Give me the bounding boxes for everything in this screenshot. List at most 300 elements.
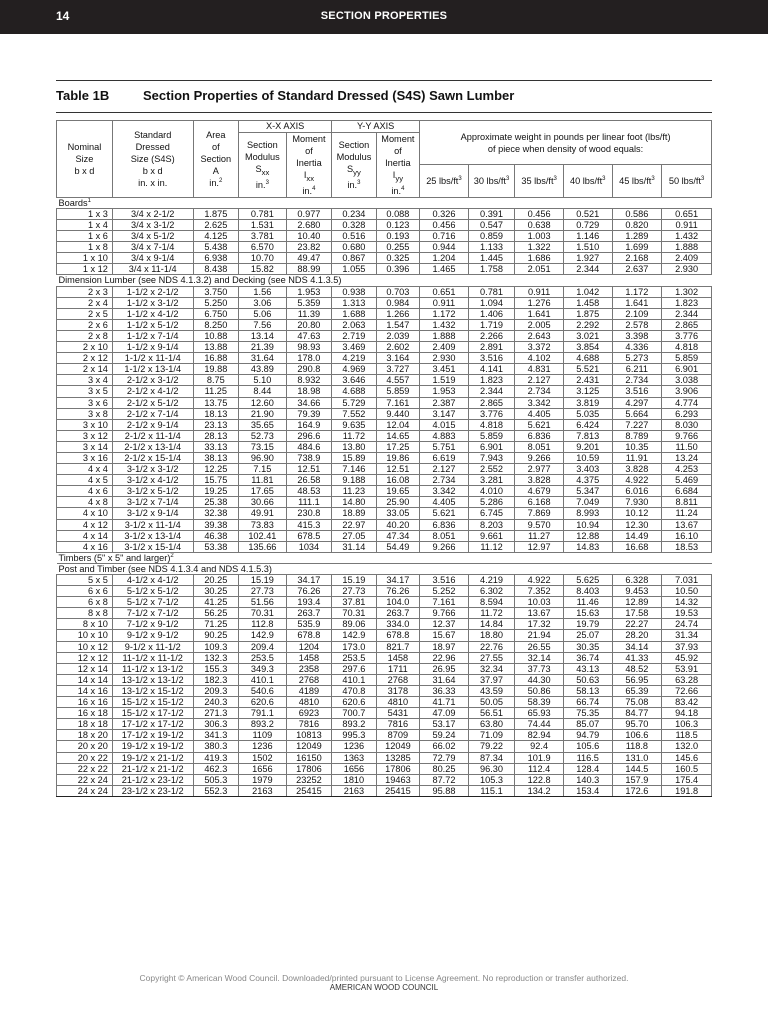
table-cell: 1.953 <box>420 386 469 397</box>
table-cell: 12.88 <box>563 530 612 541</box>
table-cell: 1.547 <box>376 319 419 330</box>
table-cell: 26.55 <box>515 641 564 652</box>
table-cell: 4.219 <box>468 575 515 586</box>
table-cell: 3.342 <box>515 397 564 408</box>
section-label: Timbers (5" x 5" and larger) <box>58 552 171 563</box>
table-cell: 106.3 <box>662 719 712 730</box>
table-cell: 3/4 x 11-1/4 <box>112 264 193 275</box>
table-cell: 0.123 <box>376 220 419 231</box>
col-density-40: 40 lbs/$ft^3$ <box>563 165 612 197</box>
table-cell: 17806 <box>286 763 332 774</box>
table-cell: 4.688 <box>563 353 612 364</box>
table-title-bar <box>56 80 712 113</box>
table-cell: 1.146 <box>563 231 612 242</box>
table-cell: 5.859 <box>662 353 712 364</box>
table-cell: 35.65 <box>239 419 287 430</box>
table-cell: 26.95 <box>420 663 469 674</box>
table-row <box>57 763 712 774</box>
col-density-35: 35 lbs/$ft^3$ <box>515 165 564 197</box>
copyright-notice: Copyright © American Wood Council. Downloaded/printed pursuant to License Agreement. No reproduction or transfer authorized. <box>139 973 629 983</box>
col-iyy: Moment of Inertia $I_{yy}$ in.$^4$ <box>376 133 419 198</box>
table-cell: 0.396 <box>376 264 419 275</box>
table-cell: 15.89 <box>332 452 376 463</box>
table-cell: 25.07 <box>563 630 612 641</box>
table-cell: 1 x 8 <box>57 242 113 253</box>
table-cell: 84.77 <box>612 708 662 719</box>
table-row <box>57 741 712 752</box>
table-cell: 145.6 <box>662 752 712 763</box>
table-cell: 70.31 <box>239 608 287 619</box>
table-cell: 1-1/2 x 11-1/4 <box>112 353 193 364</box>
table-cell: 4.774 <box>662 397 712 408</box>
table-cell: 19.88 <box>193 364 239 375</box>
table-cell: 3 x 4 <box>57 375 113 386</box>
table-cell: 9.453 <box>612 586 662 597</box>
table-cell: 4.557 <box>376 375 419 386</box>
table-row <box>57 619 712 630</box>
table-cell: 2 x 10 <box>57 342 113 353</box>
table-cell: 1502 <box>239 752 287 763</box>
table-cell: 13-1/2 x 13-1/2 <box>112 674 193 685</box>
table-cell: 4-1/2 x 4-1/2 <box>112 575 193 586</box>
table-cell: 0.729 <box>563 220 612 231</box>
table-cell: 0.521 <box>563 208 612 219</box>
table-cell: 8.203 <box>468 519 515 530</box>
table-cell: 4.141 <box>468 364 515 375</box>
col-density-30: 30 lbs/$ft^3$ <box>468 165 515 197</box>
table-cell: 17.65 <box>239 486 287 497</box>
table-cell: 4.405 <box>515 408 564 419</box>
table-cell: 11.27 <box>515 530 564 541</box>
table-cell: 28.20 <box>612 630 662 641</box>
table-cell: 9.201 <box>563 441 612 452</box>
table-cell: 1.758 <box>468 264 515 275</box>
table-cell: 5.273 <box>612 353 662 364</box>
table-cell: 5.252 <box>420 586 469 597</box>
table-cell: 263.7 <box>376 608 419 619</box>
table-cell: 1979 <box>239 774 287 785</box>
table-cell: 155.3 <box>193 663 239 674</box>
table-cell: 0.781 <box>239 208 287 219</box>
table-cell: 10.70 <box>239 253 287 264</box>
table-cell: 31.64 <box>420 674 469 685</box>
table-cell: 10.94 <box>563 519 612 530</box>
table-cell: 1034 <box>286 541 332 552</box>
table-cell: 16.10 <box>662 530 712 541</box>
table-cell: 71.25 <box>193 619 239 630</box>
table-cell: 2 x 12 <box>57 353 113 364</box>
table-cell: 94.18 <box>662 708 712 719</box>
table-row <box>57 208 712 219</box>
table-cell: 8.811 <box>662 497 712 508</box>
table-cell: 5431 <box>376 708 419 719</box>
table-cell: 1-1/2 x 13-1/4 <box>112 364 193 375</box>
table-cell: 39.38 <box>193 519 239 530</box>
table-cell: 1.519 <box>420 375 469 386</box>
table-cell: 1-1/2 x 4-1/2 <box>112 308 193 319</box>
table-cell: 380.3 <box>193 741 239 752</box>
table-cell: 2.643 <box>515 330 564 341</box>
table-cell: 6 x 8 <box>57 597 113 608</box>
table-cell: 101.9 <box>515 752 564 763</box>
table-cell: 122.8 <box>515 774 564 785</box>
table-cell: 3.06 <box>239 297 287 308</box>
page-header-bar <box>0 0 768 34</box>
table-cell: 995.3 <box>332 730 376 741</box>
table-cell: 7.049 <box>563 497 612 508</box>
table-cell: 3.828 <box>515 475 564 486</box>
table-cell: 5.035 <box>563 408 612 419</box>
table-cell: 18.80 <box>468 630 515 641</box>
table-cell: 10.35 <box>612 441 662 452</box>
table-cell: 620.6 <box>239 697 287 708</box>
table-cell: 821.7 <box>376 641 419 652</box>
table-cell: 6.293 <box>662 408 712 419</box>
table-cell: 23252 <box>286 774 332 785</box>
table-cell: 4 x 10 <box>57 508 113 519</box>
table-cell: 2 x 8 <box>57 330 113 341</box>
table-cell: 3.021 <box>563 330 612 341</box>
table-cell: 9.766 <box>420 608 469 619</box>
table-cell: 56.95 <box>612 674 662 685</box>
table-cell: 3-1/2 x 5-1/2 <box>112 486 193 497</box>
table-cell: 1.094 <box>468 297 515 308</box>
table-cell: 4 x 8 <box>57 497 113 508</box>
table-row <box>57 452 712 463</box>
table-cell: 4.883 <box>420 430 469 441</box>
table-cell: 2.625 <box>193 220 239 231</box>
table-cell: 7.161 <box>420 597 469 608</box>
table-cell: 46.38 <box>193 530 239 541</box>
table-cell: 3.125 <box>563 386 612 397</box>
table-cell: 5.438 <box>193 242 239 253</box>
table-cell: 5.250 <box>193 297 239 308</box>
table-cell: 128.4 <box>563 763 612 774</box>
table-cell: 4.818 <box>468 419 515 430</box>
table-cell: 3-1/2 x 15-1/4 <box>112 541 193 552</box>
table-cell: 1.641 <box>612 297 662 308</box>
table-cell: 1.823 <box>662 297 712 308</box>
table-cell: 3178 <box>376 685 419 696</box>
table-cell: 24.74 <box>662 619 712 630</box>
table-row <box>57 486 712 497</box>
table-cell: 11.46 <box>563 597 612 608</box>
table-row <box>57 231 712 242</box>
table-cell: 7.930 <box>612 497 662 508</box>
table-cell: 7.552 <box>332 408 376 419</box>
table-cell: 15.82 <box>239 264 287 275</box>
table-cell: 96.30 <box>468 763 515 774</box>
table-cell: 1 x 12 <box>57 264 113 275</box>
table-cell: 66.02 <box>420 741 469 752</box>
table-cell: 1.133 <box>468 242 515 253</box>
table-cell: 1.266 <box>376 308 419 319</box>
section-title: SECTION PROPERTIES <box>320 10 448 22</box>
table-cell: 140.3 <box>563 774 612 785</box>
table-cell: 1 x 4 <box>57 220 113 231</box>
table-cell: 11.72 <box>332 430 376 441</box>
table-cell: 53.38 <box>193 541 239 552</box>
table-cell: 43.59 <box>468 685 515 696</box>
table-cell: 80.25 <box>420 763 469 774</box>
table-row <box>57 652 712 663</box>
table-cell: 1458 <box>286 652 332 663</box>
table-cell: 5.625 <box>563 575 612 586</box>
table-cell: 4.102 <box>515 353 564 364</box>
table-cell: 5.10 <box>239 375 287 386</box>
table-cell: 17806 <box>376 763 419 774</box>
table-row <box>57 419 712 430</box>
table-cell: 43.89 <box>239 364 287 375</box>
table-cell: 89.06 <box>332 619 376 630</box>
table-cell: 8 x 8 <box>57 608 113 619</box>
table-cell: 14.83 <box>563 541 612 552</box>
table-cell: 45.92 <box>662 652 712 663</box>
table-cell: 3 x 8 <box>57 408 113 419</box>
table-cell: 3/4 x 7-1/4 <box>112 242 193 253</box>
table-cell: 73.83 <box>239 519 287 530</box>
table-cell: 27.55 <box>468 652 515 663</box>
table-cell: 14 x 16 <box>57 685 113 696</box>
table-cell: 14.84 <box>468 619 515 630</box>
table-cell: 132.0 <box>662 741 712 752</box>
table-cell: 3.781 <box>239 231 287 242</box>
table-cell: 1.465 <box>420 264 469 275</box>
table-cell: 11.23 <box>332 486 376 497</box>
table-cell: 1 x 6 <box>57 231 113 242</box>
table-cell: 75.35 <box>563 708 612 719</box>
table-cell: 47.63 <box>286 330 332 341</box>
table-cell: 21.90 <box>239 408 287 419</box>
table-cell: 290.8 <box>286 364 332 375</box>
table-cell: 893.2 <box>332 719 376 730</box>
table-cell: 2.127 <box>420 464 469 475</box>
table-cell: 4.219 <box>332 353 376 364</box>
table-cell: 2.109 <box>612 308 662 319</box>
table-cell: 678.5 <box>286 530 332 541</box>
table-cell: 105.6 <box>563 741 612 752</box>
table-cell: 12.37 <box>420 619 469 630</box>
table-cell: 16.88 <box>193 353 239 364</box>
table-cell: 2358 <box>286 663 332 674</box>
table-cell: 5 x 5 <box>57 575 113 586</box>
table-cell: 49.47 <box>286 253 332 264</box>
col-density-50: 50 lbs/$ft^3$ <box>662 165 712 197</box>
table-cell: 50.86 <box>515 685 564 696</box>
table-cell: 83.42 <box>662 697 712 708</box>
table-row <box>57 342 712 353</box>
table-cell: 25.38 <box>193 497 239 508</box>
table-cell: 12049 <box>376 741 419 752</box>
table-cell: 33.13 <box>193 441 239 452</box>
table-cell: 12.04 <box>376 419 419 430</box>
table-row <box>57 785 712 796</box>
table-cell: 63.28 <box>662 674 712 685</box>
yy-axis-header: Y-Y AXIS <box>332 121 420 133</box>
table-cell: 6.684 <box>662 486 712 497</box>
table-cell: 12.51 <box>286 464 332 475</box>
table-cell: 47.34 <box>376 530 419 541</box>
table-cell: 15.63 <box>563 608 612 619</box>
table-cell: 34.14 <box>612 641 662 652</box>
table-cell: 253.5 <box>332 652 376 663</box>
table-cell: 66.74 <box>563 697 612 708</box>
table-cell: 182.3 <box>193 674 239 685</box>
table-row <box>57 253 712 264</box>
table-cell: 31.64 <box>239 353 287 364</box>
table-cell: 6.619 <box>420 452 469 463</box>
table-cell: 2.637 <box>612 264 662 275</box>
table-cell: 2.063 <box>332 319 376 330</box>
table-cell: 3.451 <box>420 364 469 375</box>
table-cell: 9-1/2 x 9-1/2 <box>112 630 193 641</box>
table-cell: 1-1/2 x 9-1/4 <box>112 342 193 353</box>
table-cell: 20 x 22 <box>57 752 113 763</box>
table-cell: 7.15 <box>239 464 287 475</box>
table-cell: 5.729 <box>332 397 376 408</box>
table-cell: 2.344 <box>662 308 712 319</box>
table-cell: 0.911 <box>420 297 469 308</box>
table-cell: 0.088 <box>376 208 419 219</box>
table-cell: 10.50 <box>662 586 712 597</box>
table-cell: 9-1/2 x 11-1/2 <box>112 641 193 652</box>
table-cell: 18.98 <box>286 386 332 397</box>
table-cell: 48.52 <box>612 663 662 674</box>
table-cell: 47.09 <box>420 708 469 719</box>
table-cell: 11-1/2 x 13-1/2 <box>112 663 193 674</box>
table-cell: 5.469 <box>662 475 712 486</box>
table-cell: 341.3 <box>193 730 239 741</box>
table-row <box>57 674 712 685</box>
table-cell: 3.776 <box>468 408 515 419</box>
table-cell: 7.56 <box>239 319 287 330</box>
table-cell: 4.125 <box>193 231 239 242</box>
table-cell: 7.031 <box>662 575 712 586</box>
table-cell: 2.578 <box>612 319 662 330</box>
table-cell: 12.30 <box>612 519 662 530</box>
table-cell: 3.403 <box>563 464 612 475</box>
table-cell: 2-1/2 x 5-1/2 <box>112 397 193 408</box>
table-cell: 36.74 <box>563 652 612 663</box>
table-cell: 1.204 <box>420 253 469 264</box>
table-cell: 1656 <box>239 763 287 774</box>
table-cell: 4810 <box>286 697 332 708</box>
table-row <box>57 397 712 408</box>
table-cell: 135.66 <box>239 541 287 552</box>
table-cell: 112.8 <box>239 619 287 630</box>
table-cell: 1.276 <box>515 297 564 308</box>
table-cell: 12 x 12 <box>57 652 113 663</box>
table-cell: 3-1/2 x 13-1/4 <box>112 530 193 541</box>
table-cell: 8.030 <box>662 419 712 430</box>
table-row <box>57 308 712 319</box>
table-cell: 0.193 <box>376 231 419 242</box>
table-cell: 4.831 <box>515 364 564 375</box>
table-cell: 95.88 <box>420 785 469 796</box>
table-cell: 0.944 <box>420 242 469 253</box>
table-cell: 1.686 <box>515 253 564 264</box>
table-cell: 96.90 <box>239 452 287 463</box>
table-cell: 4.405 <box>420 497 469 508</box>
table-cell: 0.325 <box>376 253 419 264</box>
table-cell: 32.14 <box>515 652 564 663</box>
table-cell: 0.328 <box>332 220 376 231</box>
table-cell: 30.25 <box>193 586 239 597</box>
table-row <box>57 663 712 674</box>
table-cell: 3 x 14 <box>57 441 113 452</box>
table-cell: 1458 <box>376 652 419 663</box>
table-cell: 98.93 <box>286 342 332 353</box>
table-cell: 2.977 <box>515 464 564 475</box>
table-cell: 3-1/2 x 9-1/4 <box>112 508 193 519</box>
col-area: Area of Section A in.$^2$ <box>193 121 239 198</box>
table-cell: 13.80 <box>332 441 376 452</box>
page-number: 14 <box>56 9 70 23</box>
table-cell: 3-1/2 x 4-1/2 <box>112 475 193 486</box>
table-body <box>57 197 712 796</box>
table-cell: 0.938 <box>332 286 376 297</box>
table-cell: 44.30 <box>515 674 564 685</box>
table-cell: 2.719 <box>332 330 376 341</box>
table-row <box>57 242 712 253</box>
table-cell: 19.65 <box>376 486 419 497</box>
table-cell: 3 x 6 <box>57 397 113 408</box>
table-cell: 1 x 10 <box>57 253 113 264</box>
table-cell: 535.9 <box>286 619 332 630</box>
table-cell: 85.07 <box>563 719 612 730</box>
table-cell: 30.35 <box>563 641 612 652</box>
table-cell: 7.943 <box>468 452 515 463</box>
table-cell: 49.91 <box>239 508 287 519</box>
table-cell: 1.56 <box>239 286 287 297</box>
table-cell: 2.602 <box>376 342 419 353</box>
col-ixx: Moment of Inertia $I_{xx}$ in.$^4$ <box>286 133 332 198</box>
table-cell: 2-1/2 x 7-1/4 <box>112 408 193 419</box>
table-cell: 0.456 <box>515 208 564 219</box>
table-cell: 31.14 <box>332 541 376 552</box>
table-cell: 8.75 <box>193 375 239 386</box>
table-cell: 19.79 <box>563 619 612 630</box>
table-cell: 13.24 <box>662 452 712 463</box>
table-cell: 191.8 <box>662 785 712 796</box>
table-cell: 58.39 <box>515 697 564 708</box>
table-cell: 22.97 <box>332 519 376 530</box>
table-cell: 4.818 <box>662 342 712 353</box>
table-cell: 470.8 <box>332 685 376 696</box>
table-cell: 18.13 <box>193 408 239 419</box>
table-cell: 11.81 <box>239 475 287 486</box>
table-cell: 1.641 <box>515 308 564 319</box>
table-cell: 2.344 <box>468 386 515 397</box>
table-cell: 104.0 <box>376 597 419 608</box>
table-row <box>57 608 712 619</box>
table-cell: 95.70 <box>612 719 662 730</box>
table-cell: 157.9 <box>612 774 662 785</box>
table-cell: 37.97 <box>468 674 515 685</box>
table-cell: 118.8 <box>612 741 662 752</box>
table-cell: 2-1/2 x 13-1/4 <box>112 441 193 452</box>
table-cell: 21-1/2 x 21-1/2 <box>112 763 193 774</box>
table-cell: 3 x 10 <box>57 419 113 430</box>
table-cell: 5-1/2 x 7-1/2 <box>112 597 193 608</box>
table-cell: 102.41 <box>239 530 287 541</box>
table-row <box>57 386 712 397</box>
table-cell: 1.042 <box>563 286 612 297</box>
table-cell: 105.3 <box>468 774 515 785</box>
table-cell: 678.8 <box>286 630 332 641</box>
table-row <box>57 464 712 475</box>
table-cell: 10 x 12 <box>57 641 113 652</box>
